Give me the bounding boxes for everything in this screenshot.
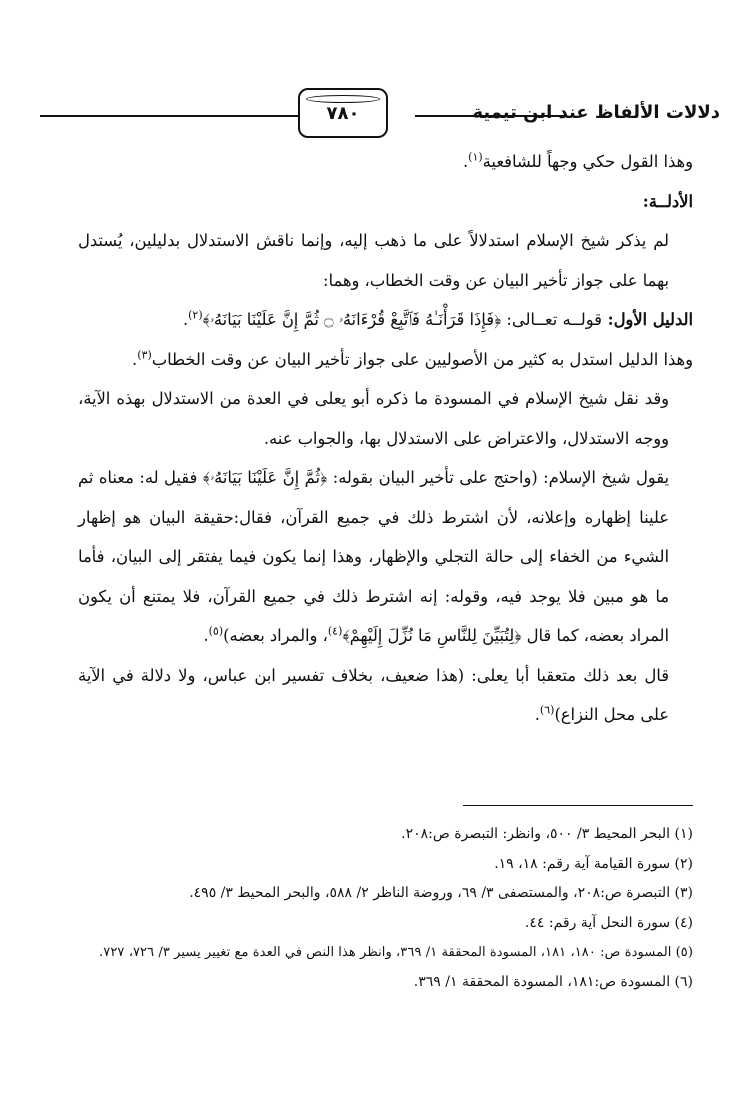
section-heading: الأدلــة: <box>642 191 693 211</box>
footnote-2: (٢) سورة القيامة آية رقم: ١٨، ١٩. <box>494 855 693 872</box>
paragraph <box>78 379 693 458</box>
text-run: . <box>203 626 209 645</box>
footnote-3: (٣) التبصرة ص:٢٠٨، والمستصفى ٣/ ٦٩، وروضة الناظر ٢/ ٥٨٨، والبحر المحيط ٣/ ٤٩٥. <box>189 885 693 901</box>
text-run: وقد نقل شيخ الإسلام في المسودة ما ذكره أبو يعلى في العدة من الاستدلال بهذه الآية، ووجه الاستدلال، والاعتراض على الاستدلال بها، والجواب عنه. <box>78 389 669 448</box>
evidence-label: الدليل الأول: <box>601 310 693 329</box>
footnote-4: (٤) سورة النحل آية رقم: ٤٤. <box>524 914 693 931</box>
main-text <box>78 142 693 735</box>
text-run: وهذا الدليل استدل به كثير من الأصوليين على جواز تأخير البيان عن وقت الخطاب <box>151 349 693 369</box>
footnotes <box>53 820 693 997</box>
header-rule-left <box>40 115 298 117</box>
footnote-ref: (٣) <box>137 348 152 362</box>
footnote-ref: (١) <box>468 150 483 164</box>
paragraph <box>78 340 693 380</box>
footnote-5: (٥) المسودة ص: ١٨٠، ١٨١، المسودة المحققة ١/ ٣٦٩، وانظر هذا النص في العدة مع تغيير يسير ٣/ ٧٢٦، ٧٢٧. <box>99 945 693 960</box>
text-run: ، والمراد بعضه) <box>223 626 328 645</box>
paragraph <box>78 221 693 300</box>
text-run: يقول شيخ الإسلام: (واحتج على تأخير البيان بقوله: ﴿ثُمَّ إِنَّ عَلَيْنَا بَيَانَهُۥ﴾ فقيل له: معناه ثم علينا إظهاره وإعلانه، لأن اشترط ذلك في جميع القرآن، فقال:حقيقة البيان هو إظهار الشيء من الخفاء إلى حالة التجلي والإظهار، وهذا إنما يكون فيما يفتقر إلى البيان، فأما ما هو مبين فلا يوجد فيه، وقوله: إنه اشترط ذلك في جميع القرآن، فلا يمتنع أن يكون المراد بعضه، كما قال ﴿لِتُبَيِّنَ لِلنَّاسِ مَا نُزِّلَ إِلَيْهِمْ﴾ <box>78 468 669 645</box>
text-run: . <box>462 152 469 171</box>
footnote-ref: (٢) <box>188 308 203 322</box>
paragraph <box>78 458 693 656</box>
book-title: دلالات الألفاظ عند ابن تيمية <box>472 102 720 123</box>
footnote-ref: (٤) <box>327 624 343 638</box>
page-number: ٧٨٠ <box>326 102 360 124</box>
text-run: . <box>534 705 540 724</box>
text-run: وهذا القول حكي وجهاً للشافعية <box>482 152 693 171</box>
footnote-ref: (٦) <box>539 703 555 717</box>
paragraph <box>78 142 693 182</box>
footnote-1: (١) البحر المحيط ٣/ ٥٠٠، وانظر: التبصرة ص:٢٠٨. <box>401 826 693 842</box>
page-number-box <box>298 88 388 138</box>
footnote-separator <box>463 805 693 806</box>
footnote-6: (٦) المسودة ص:١٨١، المسودة المحققة ١/ ٣٦٩. <box>413 973 693 990</box>
paragraph <box>78 656 693 735</box>
paragraph <box>78 300 693 340</box>
running-header <box>40 88 720 138</box>
footnote-ref: (٥) <box>208 624 224 638</box>
text-run: قولــه تعــالى: ﴿فَإِذَا قَرَأْنَـٰهُ فَٱتَّبِعْ قُرْءَانَهُۥ ۝ ثُمَّ إِنَّ عَلَيْنَا بَيَانَهُۥ﴾ <box>202 310 602 329</box>
text-run: قال بعد ذلك متعقبا أبا يعلى: (هذا ضعيف، بخلاف تفسير ابن عباس، ولا دلالة في الآية على محل النزاع) <box>78 665 669 724</box>
text-run: . <box>132 349 138 369</box>
text-run: لم يذكر شيخ الإسلام استدلالاً على ما ذهب إليه، وإنما ناقش الاستدلال بدليلين، يُستدل بهما على جواز تأخير البيان عن وقت الخطاب، وهما: <box>78 231 669 290</box>
text-run: . <box>182 310 189 329</box>
